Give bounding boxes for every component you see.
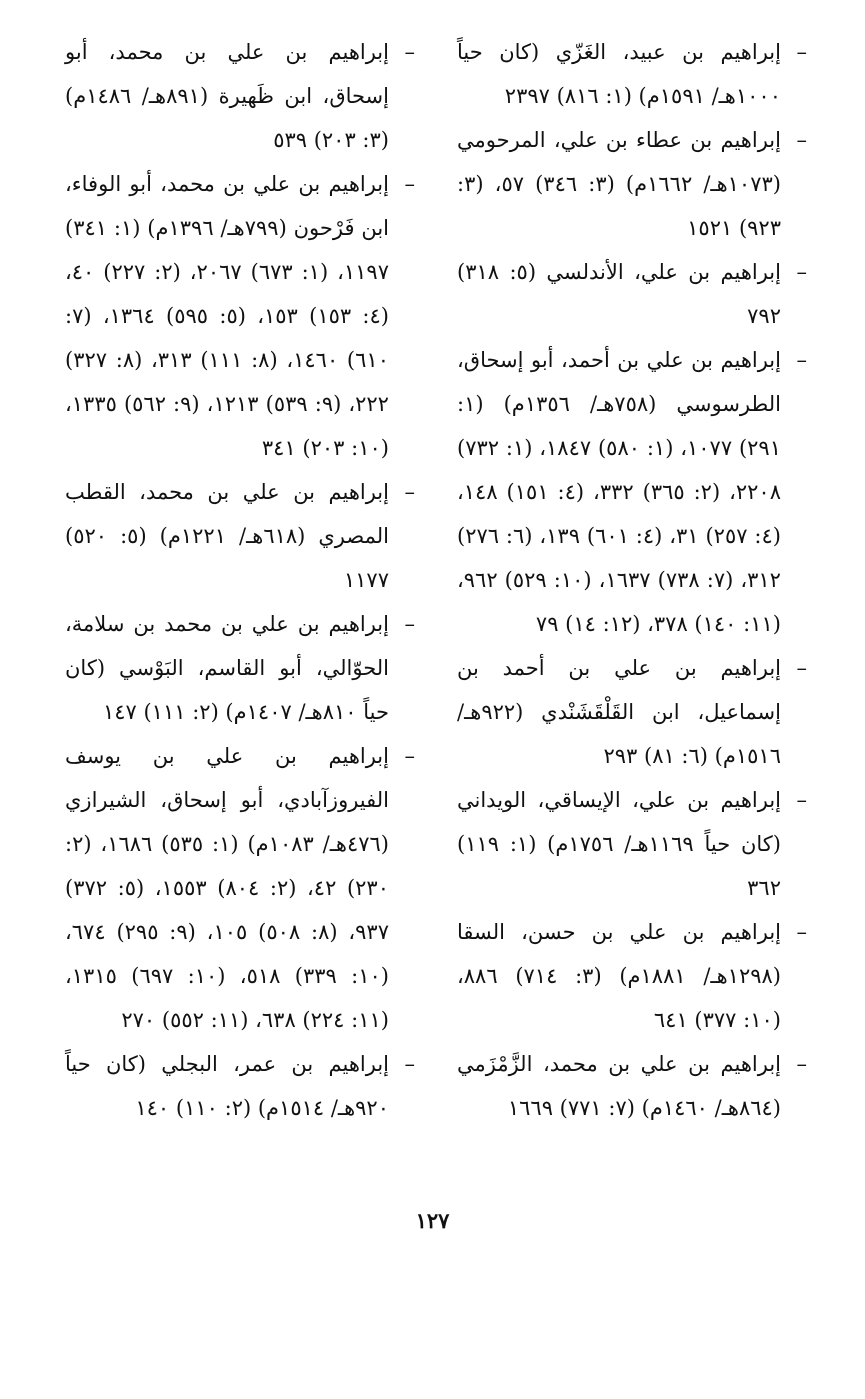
index-entry xyxy=(457,250,807,338)
entry-text: إبراهيم بن علي بن محمد، أبو الوفاء، ابن فَرْحون (٧٩٩هـ/ ١٣٩٦م) (١: ٣٤١) ١١٩٧، (١: ٦٧٣) ٢٠٦٧، (٢: ٢٢٧) ٤٠، (٤: ١٥٣) ١٥٣، (٥: ٥٩٥) ١٣٦٤، (٧: ٦١٠) ١٤٦٠، (٨: ١١١) ٣١٣، (٨: ٣٢٧) ٢٢٢، (٩: ٥٣٩) ١٢١٣، (٩: ٥٦٢) ١٣٣٥، (١٠: ٢٠٣) ٣٤١ xyxy=(65,172,389,460)
index-entry xyxy=(457,778,807,910)
entry-text: إبراهيم بن علي بن يوسف الفيروزآبادي، أبو إسحاق، الشيرازي (٤٧٦هـ/ ١٠٨٣م) (١: ٥٣٥) ١٦٨٦، (٢: ٢٣٠) ٤٢، (٢: ٨٠٤) ١٥٥٣، (٥: ٣٧٢) ٩٣٧، (٨: ٥٠٨) ١٠٥، (٩: ٢٩٥) ٦٧٤، (١٠: ٣٣٩) ٥١٨، (١٠: ٦٩٧) ١٣١٥، (١١: ٢٢٤) ٦٣٨، (١١: ٥٥٢) ٢٧٠ xyxy=(65,744,389,1032)
index-entry xyxy=(65,1042,415,1130)
entry-dash: – xyxy=(796,1052,807,1076)
entry-dash: – xyxy=(404,744,415,768)
entry-text: إبراهيم بن علي بن محمد، القطب المصري (٦١٨هـ/ ١٢٢١م) (٥: ٥٢٠) ١١٧٧ xyxy=(65,480,389,592)
entry-text: إبراهيم بن علي بن محمد، الزَّمْزَمي (٨٦٤هـ/ ١٤٦٠م) (٧: ٧٧١) ١٦٦٩ xyxy=(457,1052,781,1120)
index-entry xyxy=(457,646,807,778)
entry-dash: – xyxy=(796,260,807,284)
index-entry xyxy=(65,162,415,470)
index-entry xyxy=(457,338,807,646)
index-entry xyxy=(65,470,415,602)
entry-dash: – xyxy=(796,656,807,680)
index-entry xyxy=(457,1042,807,1130)
index-entry xyxy=(457,30,807,118)
entry-text: إبراهيم بن علي، الأندلسي (٥: ٣١٨) ٧٩٢ xyxy=(457,260,781,328)
entry-text: إبراهيم بن علي، الإيساقي، الويداني (كان حياً ١١٦٩هـ/ ١٧٥٦م) (١: ١١٩) ٣٦٢ xyxy=(457,788,781,900)
entry-dash: – xyxy=(404,480,415,504)
entry-dash: – xyxy=(796,788,807,812)
entry-dash: – xyxy=(404,172,415,196)
left-column xyxy=(65,30,415,1130)
index-entry xyxy=(457,910,807,1042)
entry-dash: – xyxy=(796,40,807,64)
entry-dash: – xyxy=(404,1052,415,1076)
index-entry xyxy=(65,734,415,1042)
entry-dash: – xyxy=(796,920,807,944)
index-entry xyxy=(457,118,807,250)
entry-dash: – xyxy=(796,348,807,372)
index-entry xyxy=(65,30,415,162)
entry-text: إبراهيم بن عطاء بن علي، المرحومي (١٠٧٣هـ/ ١٦٦٢م) (٣: ٣٤٦) ٥٧، (٣: ٩٢٣) ١٥٢١ xyxy=(457,128,781,240)
entry-dash: – xyxy=(404,612,415,636)
entry-text: إبراهيم بن عمر، البجلي (كان حياً ٩٢٠هـ/ ١٥١٤م) (٢: ١١٠) ١٤٠ xyxy=(65,1052,389,1120)
entry-dash: – xyxy=(796,128,807,152)
entry-text: إبراهيم بن علي بن محمد بن سلامة، الحوّالي، أبو القاسم، البَوْسي (كان حياً ٨١٠هـ/ ١٤٠٧م) (٢: ١١١) ١٤٧ xyxy=(65,612,389,724)
right-column xyxy=(457,30,807,1130)
entry-text: إبراهيم بن علي بن أحمد، أبو إسحاق، الطرسوسي (٧٥٨هـ/ ١٣٥٦م) (١: ٢٩١) ١٠٧٧، (١: ٥٨٠) ١٨٤٧، (١: ٧٣٢) ٢٢٠٨، (٢: ٣٦٥) ٣٣٢، (٤: ١٥١) ١٤٨، (٤: ٢٥٧) ٣١، (٤: ٦٠١) ١٣٩، (٦: ٢٧٦) ٣١٢، (٧: ٧٣٨) ١٦٣٧، (١٠: ٥٢٩) ٩٦٢، (١١: ١٤٠) ٣٧٨، (١٢: ١٤) ٧٩ xyxy=(457,348,781,636)
entry-text: إبراهيم بن علي بن حسن، السقا (١٢٩٨هـ/ ١٨٨١م) (٣: ٧١٤) ٨٨٦، (١٠: ٣٧٧) ٦٤١ xyxy=(457,920,781,1032)
entry-text: إبراهيم بن عبيد، الغَزّي (كان حياً ١٠٠٠هـ/ ١٥٩١م) (١: ٨١٦) ٢٣٩٧ xyxy=(457,40,781,108)
entry-dash: – xyxy=(404,40,415,64)
index-entry xyxy=(65,602,415,734)
page-number: ١٢٧ xyxy=(415,1208,450,1233)
entry-text: إبراهيم بن علي بن أحمد بن إسماعيل، ابن القَلْقَشَنْدي (٩٢٢هـ/ ١٥١٦م) (٦: ٨١) ٢٩٣ xyxy=(457,656,781,768)
entry-text: إبراهيم بن علي بن محمد، أبو إسحاق، ابن ظَهيرة (٨٩١هـ/ ١٤٨٦م) (٣: ٢٠٣) ٥٣٩ xyxy=(65,40,389,152)
